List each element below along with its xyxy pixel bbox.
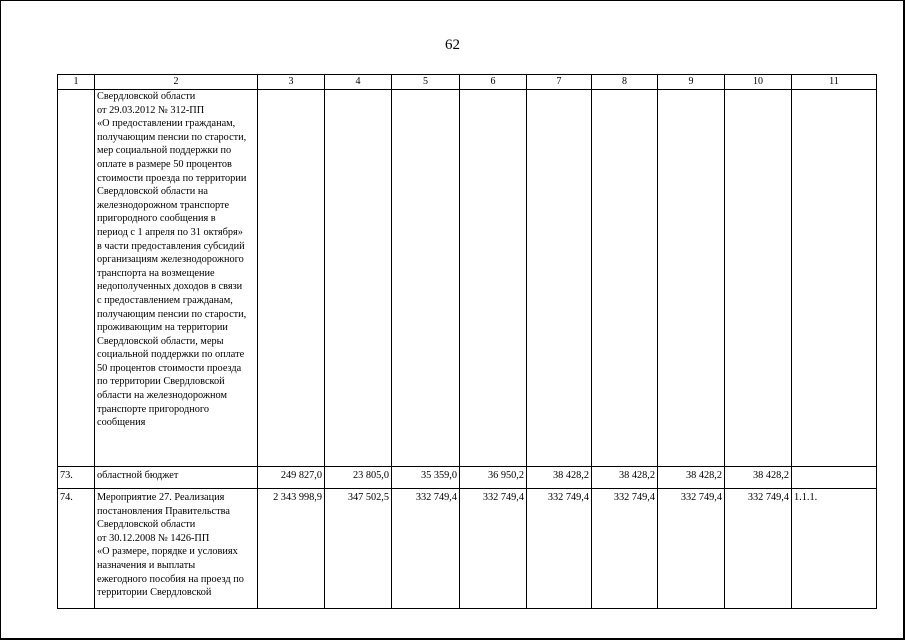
description-line: период с 1 апреля по 31 октября» [97, 226, 243, 238]
column-header: 9 [658, 75, 725, 90]
column-header: 7 [527, 75, 592, 90]
description-line: получающим пенсии по старости, [97, 308, 247, 320]
reference-cell: 1.1.1. [792, 489, 877, 609]
value-cell [725, 90, 792, 467]
page-number: 62 [445, 37, 460, 53]
description-line: транспорте пригородного [97, 403, 210, 415]
program-table [57, 74, 877, 609]
description-line: назначения и выплаты [97, 559, 196, 571]
reference-cell [792, 467, 877, 489]
column-header: 8 [592, 75, 658, 90]
value-col-9: 332 749,4 [658, 489, 725, 609]
description-line: получающим пенсии по старости, [97, 131, 247, 143]
row-number: 74. [58, 489, 95, 609]
description-line: по территории Свердловской [97, 376, 225, 388]
column-header: 2 [95, 75, 258, 90]
description-line: Свердловской области [97, 519, 196, 531]
page-frame-top [0, 0, 905, 1]
description-cell [95, 489, 258, 609]
column-header: 1 [58, 75, 95, 90]
value-col-10: 332 749,4 [725, 489, 792, 609]
description-line: железнодорожном транспорте [97, 199, 230, 211]
page-frame-left [0, 0, 1, 640]
row-number: 73. [58, 467, 95, 489]
column-header-row [58, 75, 877, 90]
column-header: 4 [325, 75, 392, 90]
value-col-6: 36 950,2 [460, 467, 527, 489]
column-header: 11 [792, 75, 877, 90]
description-line: стоимости проезда по территории [97, 172, 247, 184]
description-line: Мероприятие 27. Реализация [97, 492, 225, 503]
value-cell [658, 90, 725, 467]
description-line: «О размере, порядке и условиях [97, 546, 238, 558]
value-col-5: 332 749,4 [392, 489, 460, 609]
description-line: области на железнодорожном [97, 390, 227, 402]
description-line: проживающим на территории [97, 322, 228, 334]
value-col-7: 332 749,4 [527, 489, 592, 609]
description-line: постановления Правительства [97, 505, 230, 517]
value-cell [258, 90, 325, 467]
description-line: мер социальной поддержки по [97, 145, 232, 157]
value-cell [592, 90, 658, 467]
description-line: территории Свердловской [97, 587, 212, 599]
description-line: недополученных доходов в связи [97, 281, 243, 293]
value-col-9: 38 428,2 [658, 467, 725, 489]
description-line: Свердловской области, меры [97, 335, 224, 347]
value-col-10: 38 428,2 [725, 467, 792, 489]
value-cell [460, 90, 527, 467]
description-line: социальной поддержки по оплате [97, 349, 245, 361]
value-total: 249 827,0 [258, 467, 325, 489]
value-col-4: 23 805,0 [325, 467, 392, 489]
description-line: организациям железнодорожного [97, 254, 244, 266]
description-line: от 29.03.2012 № 312-ПП [97, 104, 205, 116]
row-number-cell [58, 90, 95, 467]
value-col-6: 332 749,4 [460, 489, 527, 609]
value-cell [392, 90, 460, 467]
row-label: областной бюджет [95, 467, 258, 489]
value-col-8: 332 749,4 [592, 489, 658, 609]
description-line: «О предоставлении гражданам, [97, 118, 236, 130]
description-line: оплате в размере 50 процентов [97, 158, 232, 170]
column-header: 10 [725, 75, 792, 90]
value-col-4: 347 502,5 [325, 489, 392, 609]
description-line: в части предоставления субсидий [97, 240, 245, 252]
value-col-5: 35 359,0 [392, 467, 460, 489]
description-line: транспорта на возмещение [97, 267, 215, 279]
description-line: пригородного сообщения в [97, 213, 216, 225]
value-cell [527, 90, 592, 467]
table-row-73 [58, 467, 877, 489]
column-header: 5 [392, 75, 460, 90]
table-row-continued [58, 90, 877, 467]
description-line: с предоставлением гражданам, [97, 294, 233, 306]
description-line: ежегодного пособия на проезд по [97, 573, 244, 585]
column-header: 6 [460, 75, 527, 90]
description-line: 50 процентов стоимости проезда [97, 362, 242, 374]
description-line: Свердловской области на [97, 186, 208, 198]
description-line: Свердловской области [97, 91, 196, 102]
value-col-8: 38 428,2 [592, 467, 658, 489]
value-total: 2 343 998,9 [258, 489, 325, 609]
description-line: от 30.12.2008 № 1426-ПП [97, 532, 210, 544]
description-line: сообщения [97, 417, 146, 429]
table-row-74 [58, 489, 877, 609]
value-cell [325, 90, 392, 467]
column-header: 3 [258, 75, 325, 90]
value-col-7: 38 428,2 [527, 467, 592, 489]
reference-cell [792, 90, 877, 467]
description-cell [95, 90, 258, 467]
